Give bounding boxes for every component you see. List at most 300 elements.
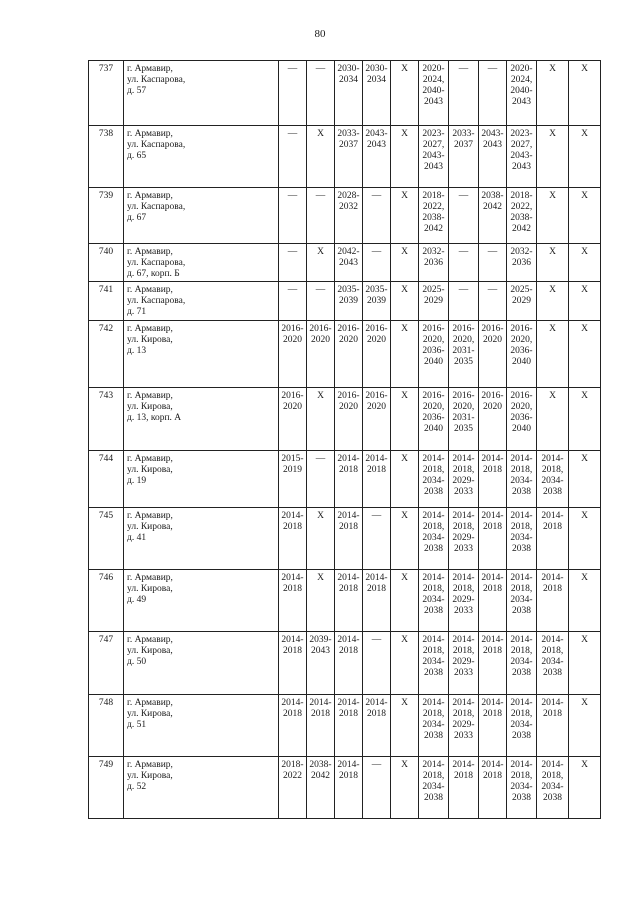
period-line: 2020,	[422, 402, 445, 412]
period-line: X	[401, 324, 408, 334]
address-line: д. 51	[127, 720, 147, 730]
period-line: 2018	[339, 584, 358, 594]
period-line: 2038	[424, 544, 443, 554]
period-line: 2014-	[481, 573, 504, 583]
address-line: ул. Кирова,	[127, 402, 173, 412]
period-cell	[419, 388, 449, 451]
period-cell	[335, 244, 363, 282]
period-line: 2038	[512, 544, 531, 554]
period-cell	[479, 632, 507, 695]
period-line: 2023-	[510, 129, 533, 139]
period-line: 2033	[454, 544, 473, 554]
period-line: 2033	[454, 731, 473, 741]
period-cell	[419, 244, 449, 282]
period-cell	[419, 695, 449, 757]
address-line: ул. Каспарова,	[127, 202, 186, 212]
period-cell	[279, 632, 307, 695]
period-line: 2020,	[510, 335, 533, 345]
period-line: 2018	[339, 771, 358, 781]
period-line: 2018,	[510, 522, 533, 532]
period-cell	[363, 757, 391, 819]
period-line: —	[287, 64, 298, 74]
row-number-cell: 738	[89, 126, 124, 188]
period-line: 2033-	[337, 129, 360, 139]
period-line: X	[581, 64, 588, 74]
row-number-cell: 739	[89, 188, 124, 244]
period-line: 2014-	[541, 635, 564, 645]
period-line: 2031-	[452, 346, 475, 356]
period-cell	[569, 282, 601, 321]
address-line: ул. Кирова,	[127, 522, 173, 532]
period-line: 2042	[424, 224, 443, 234]
period-line: 2014-	[337, 698, 360, 708]
period-line: 2043	[512, 162, 531, 172]
page-number: 80	[314, 28, 326, 40]
address-line: ул. Каспарова,	[127, 296, 186, 306]
period-line: 2036	[424, 258, 443, 268]
address-cell	[124, 508, 279, 570]
period-line: 2040	[424, 424, 443, 434]
period-line: —	[371, 191, 382, 201]
period-line: 2014-	[337, 635, 360, 645]
row-number-cell: 747	[89, 632, 124, 695]
period-line: 2038	[424, 668, 443, 678]
period-line: 2014-	[337, 573, 360, 583]
period-line: 2024,	[422, 75, 445, 85]
period-line: 2018,	[510, 646, 533, 656]
period-line: 2014-	[422, 573, 445, 583]
period-cell	[507, 570, 537, 632]
period-cell	[307, 570, 335, 632]
period-line: X	[401, 698, 408, 708]
period-line: 2020	[339, 402, 358, 412]
period-line: 2043-	[422, 151, 445, 161]
period-line: 2018,	[422, 522, 445, 532]
address-line: г. Армавир,	[127, 324, 173, 334]
period-line: X	[401, 64, 408, 74]
row-number-cell: 743	[89, 388, 124, 451]
period-cell	[569, 126, 601, 188]
period-line: X	[549, 285, 556, 295]
period-line: 2018	[339, 646, 358, 656]
period-line: 2018	[367, 709, 386, 719]
period-line: 2038	[543, 668, 562, 678]
period-line: X	[581, 324, 588, 334]
address-line: г. Армавир,	[127, 391, 173, 401]
period-cell	[537, 282, 569, 321]
period-line: 2018-	[281, 760, 304, 770]
period-line: 2020	[483, 402, 502, 412]
address-line: д. 49	[127, 595, 147, 605]
address-line: д. 13	[127, 346, 147, 356]
period-line: 2043	[311, 646, 330, 656]
period-cell	[419, 570, 449, 632]
address-line: г. Армавир,	[127, 129, 173, 139]
period-line: X	[401, 247, 408, 257]
row-number-cell: 741	[89, 282, 124, 321]
period-line: 2040-	[422, 86, 445, 96]
period-cell	[307, 695, 335, 757]
period-cell	[335, 321, 363, 388]
period-line: 2018	[339, 522, 358, 532]
table-row	[89, 508, 601, 570]
period-line: 2022,	[510, 202, 533, 212]
period-line: 2018,	[452, 465, 475, 475]
period-line: 2035-	[365, 285, 388, 295]
period-line: 2038	[424, 793, 443, 803]
period-line: 2038	[543, 793, 562, 803]
period-cell	[307, 321, 335, 388]
period-cell	[307, 188, 335, 244]
period-cell	[335, 282, 363, 321]
address-cell	[124, 244, 279, 282]
period-line: 2014-	[481, 635, 504, 645]
period-line: X	[401, 760, 408, 770]
period-cell	[537, 757, 569, 819]
period-line: 2019	[283, 465, 302, 475]
period-cell	[363, 282, 391, 321]
period-line: 2018	[483, 522, 502, 532]
period-cell	[391, 757, 419, 819]
period-line: 2022	[283, 771, 302, 781]
period-line: 2020,	[510, 402, 533, 412]
period-line: —	[315, 64, 326, 74]
period-cell	[537, 244, 569, 282]
period-line: 2018	[311, 709, 330, 719]
period-line: 2014-	[510, 698, 533, 708]
period-line: 2020-	[510, 64, 533, 74]
period-line: 2038	[512, 731, 531, 741]
period-line: 2035	[454, 424, 473, 434]
address-line: д. 41	[127, 533, 147, 543]
period-cell	[279, 388, 307, 451]
period-line: 2029-	[452, 657, 475, 667]
table-row	[89, 244, 601, 282]
period-line: 2018,	[510, 709, 533, 719]
period-cell	[363, 244, 391, 282]
period-cell	[507, 508, 537, 570]
period-cell	[391, 632, 419, 695]
period-line: X	[401, 573, 408, 583]
period-line: 2014-	[510, 511, 533, 521]
period-line: 2027,	[510, 140, 533, 150]
period-line: 2018,	[452, 646, 475, 656]
period-line: 2018,	[452, 522, 475, 532]
period-line: 2018	[483, 709, 502, 719]
period-line: 2038	[512, 793, 531, 803]
period-cell	[537, 570, 569, 632]
period-cell	[449, 451, 479, 508]
address-line: г. Армавир,	[127, 511, 173, 521]
period-cell	[479, 695, 507, 757]
address-cell	[124, 61, 279, 126]
period-line: 2034-	[422, 657, 445, 667]
period-line: 2018	[367, 465, 386, 475]
period-cell	[391, 570, 419, 632]
period-line: X	[581, 511, 588, 521]
period-line: 2042-	[337, 247, 360, 257]
period-cell	[569, 508, 601, 570]
period-cell	[363, 632, 391, 695]
period-cell	[507, 695, 537, 757]
address-cell	[124, 451, 279, 508]
period-cell	[569, 570, 601, 632]
period-line: 2034-	[510, 720, 533, 730]
period-line: X	[549, 64, 556, 74]
period-cell	[391, 695, 419, 757]
period-line: 2028-	[337, 191, 360, 201]
period-cell	[419, 321, 449, 388]
period-line: X	[581, 698, 588, 708]
period-line: 2024,	[510, 75, 533, 85]
period-line: 2014-	[452, 635, 475, 645]
period-cell	[391, 282, 419, 321]
period-line: 2018,	[510, 584, 533, 594]
period-line: 2025-	[510, 285, 533, 295]
period-line: 2018	[483, 465, 502, 475]
period-line: 2014-	[337, 454, 360, 464]
period-line: 2014-	[541, 511, 564, 521]
period-line: 2034-	[510, 595, 533, 605]
period-line: X	[317, 573, 324, 583]
period-line: X	[549, 391, 556, 401]
address-line: д. 52	[127, 782, 147, 792]
period-line: 2038-	[422, 213, 445, 223]
address-line: г. Армавир,	[127, 247, 173, 257]
period-line: 2033	[454, 668, 473, 678]
period-line: —	[315, 285, 326, 295]
table-row	[89, 388, 601, 451]
period-cell	[419, 451, 449, 508]
period-line: 2016-	[481, 324, 504, 334]
period-line: 2029-	[452, 720, 475, 730]
period-line: X	[549, 247, 556, 257]
period-line: 2018,	[541, 771, 564, 781]
period-line: 2020	[483, 335, 502, 345]
period-cell	[279, 188, 307, 244]
address-line: г. Армавир,	[127, 760, 173, 770]
period-line: 2023-	[422, 129, 445, 139]
period-cell	[569, 321, 601, 388]
period-line: —	[487, 64, 498, 74]
period-line: 2038-	[481, 191, 504, 201]
period-cell	[537, 695, 569, 757]
period-cell	[335, 126, 363, 188]
period-line: 2018	[367, 584, 386, 594]
period-cell	[335, 188, 363, 244]
period-line: 2020,	[452, 335, 475, 345]
period-line: —	[458, 64, 469, 74]
period-line: 2035	[454, 357, 473, 367]
period-line: —	[458, 285, 469, 295]
period-line: X	[401, 129, 408, 139]
period-line: 2014-	[281, 698, 304, 708]
period-line: 2014-	[452, 573, 475, 583]
period-line: 2042	[483, 202, 502, 212]
period-line: 2014-	[452, 511, 475, 521]
period-cell	[507, 282, 537, 321]
period-line: 2018,	[422, 771, 445, 781]
period-cell	[363, 451, 391, 508]
period-cell	[307, 757, 335, 819]
address-cell	[124, 570, 279, 632]
period-line: 2018,	[452, 709, 475, 719]
period-line: 2014-	[541, 454, 564, 464]
period-line: 2038-	[510, 213, 533, 223]
period-line: 2018,	[541, 465, 564, 475]
address-line: ул. Кирова,	[127, 646, 173, 656]
period-line: 2033	[454, 487, 473, 497]
period-line: 2020	[283, 402, 302, 412]
period-cell	[479, 61, 507, 126]
period-cell	[569, 757, 601, 819]
period-line: 2018,	[452, 584, 475, 594]
row-number-cell: 744	[89, 451, 124, 508]
period-cell	[279, 757, 307, 819]
period-line: 2040	[424, 357, 443, 367]
address-line: д. 65	[127, 151, 147, 161]
period-cell	[479, 126, 507, 188]
period-cell	[419, 126, 449, 188]
period-line: 2020,	[452, 402, 475, 412]
address-line: ул. Кирова,	[127, 771, 173, 781]
period-line: 2014-	[541, 698, 564, 708]
period-cell	[569, 695, 601, 757]
row-number-cell: 749	[89, 757, 124, 819]
period-line: 2018,	[510, 465, 533, 475]
period-cell	[507, 244, 537, 282]
period-line: 2034-	[541, 782, 564, 792]
address-line: г. Армавир,	[127, 285, 173, 295]
period-line: 2018,	[510, 771, 533, 781]
period-cell	[335, 388, 363, 451]
period-line: 2032-	[510, 247, 533, 257]
period-cell	[363, 570, 391, 632]
period-line: X	[401, 191, 408, 201]
period-line: 2018	[283, 584, 302, 594]
period-cell	[537, 508, 569, 570]
period-line: 2043-	[510, 151, 533, 161]
period-cell	[479, 321, 507, 388]
period-line: —	[458, 247, 469, 257]
period-cell	[479, 282, 507, 321]
address-cell	[124, 321, 279, 388]
period-line: 2043	[483, 140, 502, 150]
period-cell	[569, 244, 601, 282]
period-line: 2014-	[510, 760, 533, 770]
period-line: 2018	[483, 646, 502, 656]
period-line: 2020	[339, 335, 358, 345]
period-line: 2034-	[541, 657, 564, 667]
period-line: 2016-	[337, 324, 360, 334]
period-cell	[537, 388, 569, 451]
table-row	[89, 632, 601, 695]
period-cell	[335, 757, 363, 819]
period-cell	[335, 632, 363, 695]
period-line: 2029-	[452, 476, 475, 486]
period-line: 2014-	[510, 573, 533, 583]
period-cell	[449, 632, 479, 695]
period-cell	[419, 508, 449, 570]
period-line: 2018	[483, 584, 502, 594]
period-cell	[363, 188, 391, 244]
period-line: 2034	[339, 75, 358, 85]
period-line: 2016-	[309, 324, 332, 334]
address-cell	[124, 126, 279, 188]
period-cell	[507, 388, 537, 451]
period-line: 2018	[543, 709, 562, 719]
period-line: X	[317, 129, 324, 139]
period-line: —	[287, 191, 298, 201]
period-line: 2018	[283, 709, 302, 719]
period-line: —	[487, 285, 498, 295]
period-line: 2014-	[281, 511, 304, 521]
period-line: —	[371, 635, 382, 645]
period-line: 2034-	[422, 476, 445, 486]
period-cell	[537, 188, 569, 244]
table-row	[89, 451, 601, 508]
period-line: 2018,	[541, 646, 564, 656]
period-cell	[307, 508, 335, 570]
period-line: 2038	[512, 668, 531, 678]
period-line: X	[401, 635, 408, 645]
period-line: 2018	[454, 771, 473, 781]
period-line: 2034-	[422, 595, 445, 605]
period-cell	[449, 508, 479, 570]
period-line: 2030-	[365, 64, 388, 74]
period-line: 2018	[483, 771, 502, 781]
period-line: 2036-	[422, 413, 445, 423]
period-line: 2016-	[281, 391, 304, 401]
period-cell	[363, 321, 391, 388]
period-line: 2034	[367, 75, 386, 85]
period-line: X	[549, 324, 556, 334]
period-cell	[307, 451, 335, 508]
period-cell	[507, 757, 537, 819]
period-line: 2034-	[422, 533, 445, 543]
period-line: 2016-	[510, 324, 533, 334]
address-cell	[124, 757, 279, 819]
period-cell	[537, 126, 569, 188]
period-line: 2042	[311, 771, 330, 781]
period-line: 2014-	[422, 454, 445, 464]
period-line: 2014-	[452, 454, 475, 464]
row-number-cell: 737	[89, 61, 124, 126]
table-row	[89, 321, 601, 388]
period-line: 2016-	[365, 324, 388, 334]
period-line: 2038	[424, 731, 443, 741]
period-line: 2016-	[337, 391, 360, 401]
period-cell	[279, 321, 307, 388]
period-cell	[537, 632, 569, 695]
period-line: 2018,	[422, 646, 445, 656]
period-cell	[279, 126, 307, 188]
table-row	[89, 757, 601, 819]
period-cell	[279, 451, 307, 508]
period-cell	[335, 508, 363, 570]
period-cell	[479, 451, 507, 508]
period-line: 2014-	[481, 698, 504, 708]
period-cell	[391, 61, 419, 126]
period-line: X	[581, 129, 588, 139]
address-line: г. Армавир,	[127, 191, 173, 201]
period-line: 2014-	[281, 635, 304, 645]
period-line: X	[581, 573, 588, 583]
period-line: 2014-	[365, 698, 388, 708]
period-line: 2014-	[510, 454, 533, 464]
period-cell	[419, 188, 449, 244]
period-line: X	[581, 760, 588, 770]
